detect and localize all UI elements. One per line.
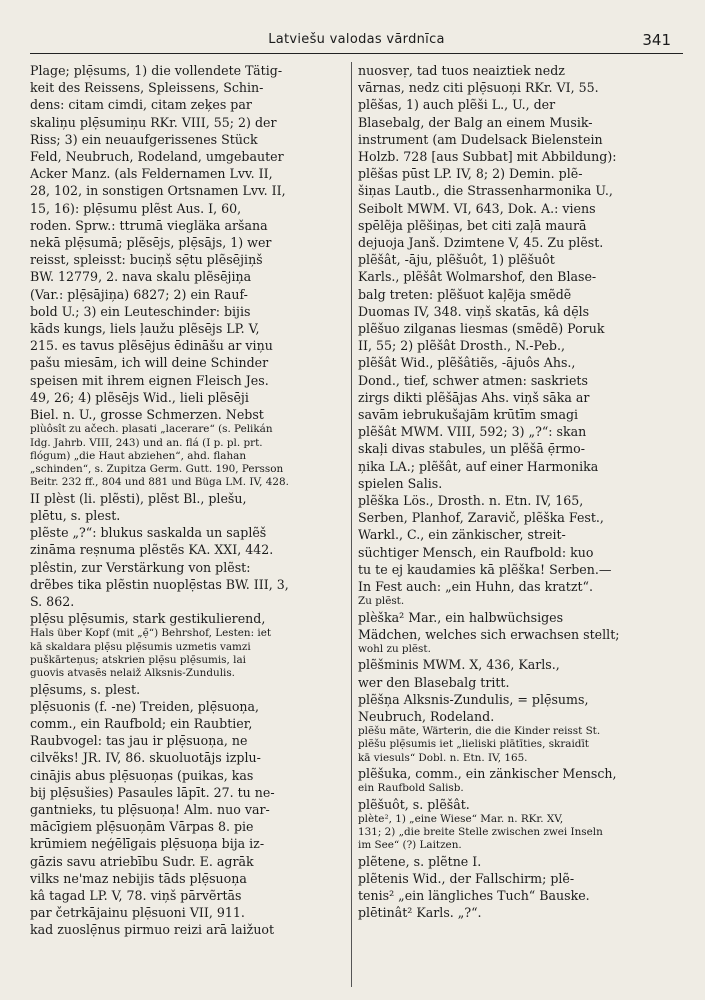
text-line: Neubruch, Rodeland. <box>358 708 495 724</box>
text-line: balg treten: plẽšuot kaļẽja smẽdẽ <box>358 286 572 302</box>
text-line: plẹ̄su plẹ̄sumis, stark gestikulierend, <box>30 611 266 627</box>
text-line: „schinden“, s. Zupitza Germ. Gutt. 190, Persson <box>30 463 284 476</box>
text-line: plêstin, zur Verstärkung von plẽst: <box>30 559 251 575</box>
text-line: im See“ (?) Laitzen. <box>358 839 462 852</box>
text-line: guovis atvasẽs nelaiž Alksnis-Zundulis. <box>30 667 235 680</box>
text-line: plētinât² Karls. „?“. <box>358 905 482 921</box>
text-line: pašu miesām, ich will deine Schinder <box>30 355 269 371</box>
text-line: 15, 16): plẹ̄sumu plẽst Aus. I, 60, <box>30 200 242 216</box>
text-line: plẽste „?“: blukus saskalda un saplẽš <box>30 525 267 541</box>
text-line: 215. es tavus plẽsējus ēdināšu ar viņu <box>30 338 273 354</box>
text-line: Raubvogel: tas jau ir plẹ̄suoņa, ne <box>30 733 248 749</box>
text-line: gantnieks, tu plẹ̄suoņa! Alm. nuo var- <box>30 801 270 817</box>
text-line: kâ tagad LP. V, 78. viņš pārvẽrtās <box>30 888 242 903</box>
text-line: vārnas, nedz citi plẹ̄suoņi RKr. VI, 55. <box>358 80 599 96</box>
text-line: zināma reṣnuma plẽstẽs KA. XXI, 442. <box>30 542 274 558</box>
text-line: plùôsît zu ačech. plasati „lacerare“ (s. Pelikán <box>30 423 273 436</box>
right-column <box>358 62 682 921</box>
text-line: 49, 26; 4) plẽsējs Wid., lieli plẽsēji <box>30 389 249 405</box>
text-line: S. 862. <box>30 593 75 609</box>
text-line: dens: citam cimdi, citam zeķes par <box>30 97 252 113</box>
text-line: tenis² „ein längliches Tuch“ Bauske. <box>358 888 590 903</box>
text-line: Blasebalg, der Balg an einem Musik- <box>358 114 593 130</box>
text-line: plẽtenis Wid., der Fallschirm; plẽ- <box>358 870 575 886</box>
text-line: vilks ne'maz nebijis tāds plẹ̄suoņa <box>30 870 247 886</box>
page-number: 341 <box>642 31 671 49</box>
text-line: plẽšuôt, s. plẽšât. <box>358 796 470 812</box>
text-line: plèška² Mar., ein halbwüchsiges <box>358 609 564 625</box>
text-line: Mädchen, welches sich erwachsen stellt; <box>358 626 620 642</box>
text-line: Karls., plẽšât Wolmarshof, den Blase- <box>358 269 597 285</box>
text-line: puškārteņus; atskrien plẹ̄su plẹ̄sumis, lai <box>30 653 246 666</box>
text-line: Zu plẽst. <box>358 595 405 608</box>
text-line: kāds kungs, liels ļaužu plẽsējs LP. V, <box>30 321 260 337</box>
text-line: plẽšât Wid., plẽšâtiẽs, -ājuôs Ahs., <box>358 355 576 371</box>
text-line: süchtiger Mensch, ein Raufbold: kuo <box>358 544 594 560</box>
text-line: roden. Sprw.: ttrumā viegläka aršana <box>30 217 268 233</box>
left-column <box>30 62 346 939</box>
text-line: 131; 2) „die breite Stelle zwischen zwei Inseln <box>358 826 603 838</box>
text-line: Duomas IV, 348. viņš skatās, kâ dẹ̄ls <box>358 303 590 319</box>
text-line: plẽšuo zilganas liesmas (smẽdẽ) Poruk <box>358 321 605 337</box>
text-line: Warkl., C., ein zänkischer, streit- <box>358 527 566 543</box>
text-line: skaļi divas stabules, un plẽšā ẹ̄rmo- <box>358 441 585 457</box>
text-line: Plage; plẹ̄sums, 1) die vollendete Tätig- <box>30 63 283 78</box>
text-line: BW. 12779, 2. nava skalu plẽsējiņa <box>30 269 252 285</box>
text-line: plẽšuka, comm., ein zänkischer Mensch, <box>358 766 617 781</box>
text-line: II, 55; 2) plẽšât Drosth., N.-Peb., <box>358 338 565 354</box>
text-line: plẽšât MWM. VIII, 592; 3) „?“: skan <box>358 424 587 440</box>
text-line: flógum) „die Haut abziehen“, ahd. flahan <box>30 449 247 462</box>
text-line: tu te ej kaudamies kā plẽška! Serben.— <box>358 561 612 577</box>
text-line: Acker Manz. (als Feldernamen Lvv. II, <box>30 166 273 182</box>
text-line: dejuoja Janš. Dzimtene V, 45. Zu plẽst. <box>358 235 604 251</box>
text-line: plētu, s. plest. <box>30 507 121 523</box>
page-header <box>30 18 683 48</box>
text-line: plẽšu māte, Wärterin, die die Kinder reisst St. <box>358 725 601 738</box>
text-line: ņika LA.; plẽšât, auf einer Harmonika <box>358 458 599 474</box>
text-line: plẽšât, -āju, plẽšuôt, 1) plẽšuôt <box>358 252 555 268</box>
text-line: Holzb. 728 [aus Subbat] mit Abbildung): <box>358 149 617 165</box>
running-title: Latviešu valodas vārdnīca <box>268 32 445 47</box>
header-rule <box>30 53 683 54</box>
text-line: instrument (am Dudelsack Bielenstein <box>358 131 603 147</box>
text-line: 28, 102, in sonstigen Ortsnamen Lvv. II, <box>30 183 286 199</box>
text-line: bij plẹ̄sušies) Pasaules lāpīt. 27. tu ne- <box>30 784 275 800</box>
text-line: plẽšminis MWM. X, 436, Karls., <box>358 657 560 673</box>
text-line: spielen Salis. <box>358 475 443 491</box>
text-line: Serben, Planhof, Zaravič, plẽška Fest., <box>358 510 604 526</box>
text-line: spēlẽja plẽšiņas, bet citi zaļā maurā <box>358 217 587 233</box>
text-line: bold U.; 3) ein Leuteschinder: bijis <box>30 303 251 319</box>
text-line: Hals über Kopf (mit „ẹ̄“) Behrshof, Lesten: iet <box>30 627 272 640</box>
text-line: skaliņu plẹ̄sumiņu RKr. VIII, 55; 2) der <box>30 114 277 130</box>
text-line: wohl zu plẽst. <box>358 643 431 655</box>
text-line: Dond., tief, schwer atmen: saskriets <box>358 372 588 388</box>
text-line: Beitr. 232 ff., 804 und 881 und Büga LM. IV, 428. <box>30 476 289 489</box>
text-line: plẹ̄sums, s. plest. <box>30 681 141 697</box>
text-line: speisen mit ihrem eignen Fleisch Jes. <box>30 372 269 388</box>
text-line: nekā plẹ̄sumā; plẽsējs, plẹ̄sājs, 1) wer <box>30 235 272 251</box>
text-line: kā viesuls“ Dobl. n. Etn. IV, 165. <box>358 751 528 764</box>
text-line: Feld, Neubruch, Rodeland, umgebauter <box>30 149 284 165</box>
text-line: Biel. n. U., grosse Schmerzen. Nebst <box>30 407 264 423</box>
text-line: Riss; 3) ein neuaufgerissenes Stück <box>30 131 258 147</box>
text-line: cinājis abus plẹ̄suoņas (puikas, kas <box>30 767 254 783</box>
text-line: zirgs dikti plẽšājas Ahs. viņš sāka ar <box>358 389 590 405</box>
text-line: plẽtene, s. plẽtne I. <box>358 853 482 869</box>
text-line: plẽška Lös., Drosth. n. Etn. IV, 165, <box>358 493 584 509</box>
text-line: par četrkājainu plẹ̄suoni VII, 911. <box>30 905 245 921</box>
text-line: Idg. Jahrb. VIII, 243) und an. flá (I p. pl. prt. <box>30 436 263 449</box>
text-line: reisst, spleisst: buciņš sẹ̄tu plẽsējiņš <box>30 252 263 268</box>
text-line: drẽbes tika plẽstin nuoplẹ̄stas BW. III, 3, <box>30 576 289 592</box>
text-line: cilvẽks! JR. IV, 86. skuoluotājs izplu- <box>30 750 261 766</box>
text-line: keit des Reissens, Spleissens, Schin- <box>30 80 264 96</box>
text-line: II plèst (li. plẽsti), plẽst Bl., plešu, <box>30 490 247 506</box>
text-line: plẽšu plẹ̄sumis iet „lieliski plātīties, skraidīt <box>358 738 589 751</box>
text-line: plẽšas pūst LP. IV, 8; 2) Demin. plẽ- <box>358 166 583 182</box>
column-divider <box>351 62 352 987</box>
text-line: gāzis savu atriebību Sudr. E. agrāk <box>30 853 254 869</box>
text-line: plète², 1) „eine Wiese“ Mar. n. RKr. XV, <box>358 812 564 825</box>
text-line: comm., ein Raufbold; ein Raubtier, <box>30 715 253 731</box>
text-line: Seibolt MWM. VI, 643, Dok. A.: viens <box>358 200 596 216</box>
text-line: savām iebrukušajām krūtīm smagi <box>358 407 579 423</box>
text-line: In Fest auch: „ein Huhn, das kratzt“. <box>358 579 593 595</box>
text-line: (Var.: plẹ̄sājiņa) 6827; 2) ein Rauf- <box>30 286 248 302</box>
text-line: wer den Blasebalg tritt. <box>358 674 510 690</box>
text-line: nuosveṛ, tad tuos neaiztiek nedz <box>358 63 565 78</box>
text-line: ein Raufbold Salisb. <box>358 782 464 795</box>
text-line: plẽšas, 1) auch plẽši L., U., der <box>358 97 556 113</box>
text-line: kad zuoslẹ̄nus pirmuo reizi arā laižuot <box>30 922 275 938</box>
text-line: plẹ̄suonis (f. -ne) Treiden, plẹ̄suoņa, <box>30 698 260 714</box>
text-line: kā skaldara plẹ̄su plẹ̄sumis uzmetis vamzi <box>30 640 251 653</box>
text-line: šiņas Lautb., die Strassenharmonika U., <box>358 183 613 199</box>
text-line: krūmiem neģēlīgais plẹ̄suoņa bija iz- <box>30 836 265 852</box>
text-line: mācīgiem plẹ̄suoņām Vārpas 8. pie <box>30 819 254 835</box>
text-line: plẽšņa Alksnis-Zundulis, = plẹ̄sums, <box>358 691 589 707</box>
